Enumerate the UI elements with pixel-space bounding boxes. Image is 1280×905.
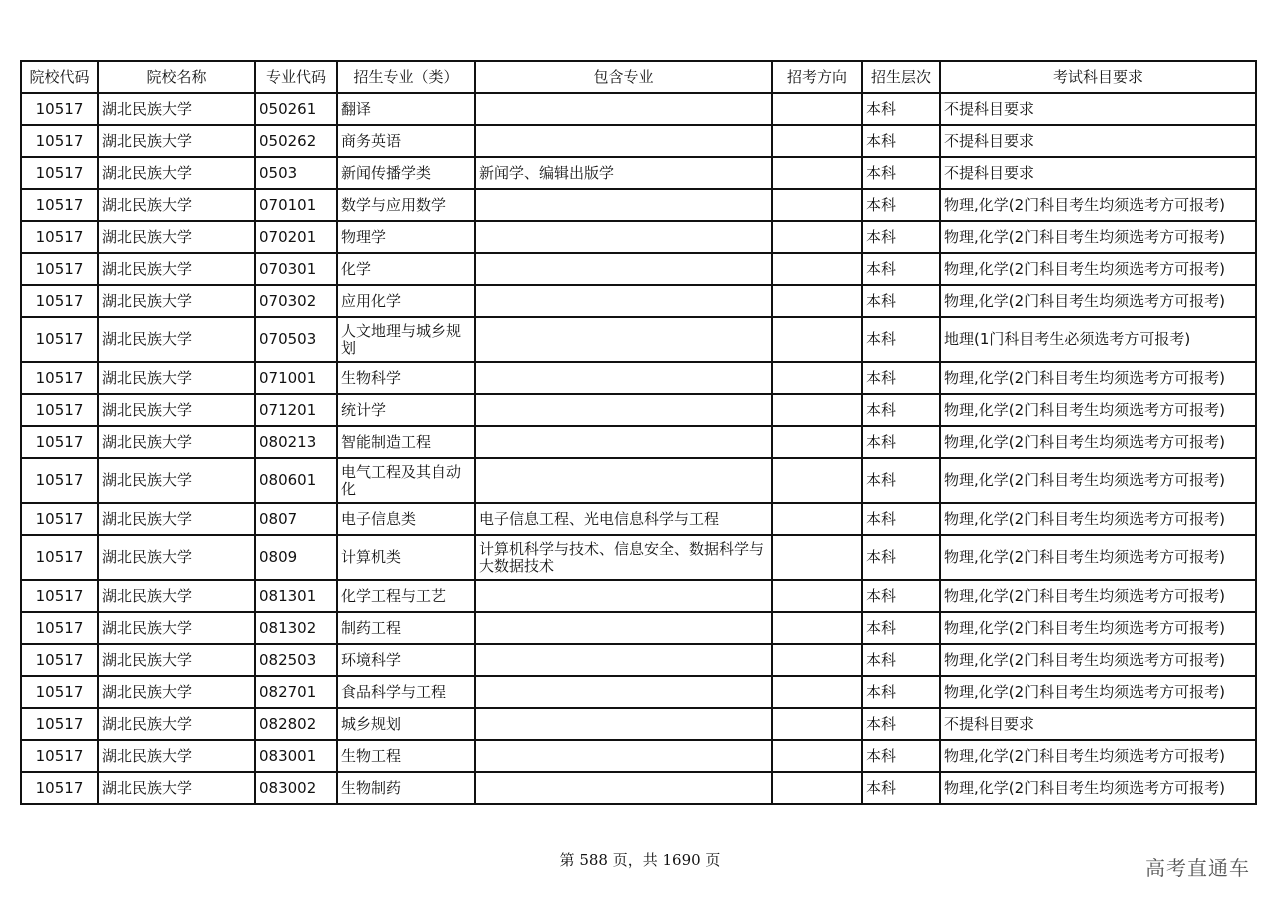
includes-cell	[475, 740, 772, 772]
table-row	[21, 772, 1256, 804]
school-name-cell: 湖北民族大学	[98, 93, 255, 125]
major-code-cell: 050261	[255, 93, 337, 125]
major-cell: 城乡规划	[337, 708, 475, 740]
column-header-major: 招生专业（类）	[337, 61, 475, 93]
major-cell: 食品科学与工程	[337, 676, 475, 708]
direction-cell	[772, 612, 862, 644]
level-cell: 本科	[862, 93, 940, 125]
level-cell: 本科	[862, 740, 940, 772]
school-name-cell: 湖北民族大学	[98, 676, 255, 708]
column-header-school-name: 院校名称	[98, 61, 255, 93]
column-header-requirement: 考试科目要求	[940, 61, 1256, 93]
includes-cell	[475, 772, 772, 804]
level-cell: 本科	[862, 317, 940, 362]
school-code-cell: 10517	[21, 580, 98, 612]
level-cell: 本科	[862, 458, 940, 503]
major-code-cell: 082701	[255, 676, 337, 708]
includes-cell	[475, 189, 772, 221]
major-code-cell: 070302	[255, 285, 337, 317]
school-code-cell: 10517	[21, 535, 98, 580]
school-name-cell: 湖北民族大学	[98, 253, 255, 285]
direction-cell	[772, 317, 862, 362]
direction-cell	[772, 740, 862, 772]
requirement-cell: 物理,化学(2门科目考生均须选考方可报考)	[940, 285, 1256, 317]
direction-cell	[772, 221, 862, 253]
major-cell: 智能制造工程	[337, 426, 475, 458]
requirement-cell: 物理,化学(2门科目考生均须选考方可报考)	[940, 535, 1256, 580]
table-row	[21, 458, 1256, 503]
major-code-cell: 0807	[255, 503, 337, 535]
level-cell: 本科	[862, 189, 940, 221]
table-row	[21, 317, 1256, 362]
direction-cell	[772, 535, 862, 580]
major-cell: 计算机类	[337, 535, 475, 580]
level-cell: 本科	[862, 253, 940, 285]
requirement-cell: 物理,化学(2门科目考生均须选考方可报考)	[940, 740, 1256, 772]
requirement-cell: 物理,化学(2门科目考生均须选考方可报考)	[940, 644, 1256, 676]
major-cell: 生物制药	[337, 772, 475, 804]
school-code-cell: 10517	[21, 644, 98, 676]
school-code-cell: 10517	[21, 394, 98, 426]
school-code-cell: 10517	[21, 189, 98, 221]
school-name-cell: 湖北民族大学	[98, 317, 255, 362]
major-cell: 制药工程	[337, 612, 475, 644]
school-code-cell: 10517	[21, 740, 98, 772]
major-code-cell: 0809	[255, 535, 337, 580]
major-code-cell: 082503	[255, 644, 337, 676]
major-cell: 电子信息类	[337, 503, 475, 535]
school-code-cell: 10517	[21, 157, 98, 189]
school-code-cell: 10517	[21, 93, 98, 125]
level-cell: 本科	[862, 535, 940, 580]
direction-cell	[772, 676, 862, 708]
level-cell: 本科	[862, 708, 940, 740]
direction-cell	[772, 285, 862, 317]
includes-cell	[475, 394, 772, 426]
school-name-cell: 湖北民族大学	[98, 503, 255, 535]
school-code-cell: 10517	[21, 772, 98, 804]
school-name-cell: 湖北民族大学	[98, 125, 255, 157]
includes-cell	[475, 285, 772, 317]
school-code-cell: 10517	[21, 426, 98, 458]
requirement-cell: 物理,化学(2门科目考生均须选考方可报考)	[940, 394, 1256, 426]
table-row	[21, 189, 1256, 221]
direction-cell	[772, 772, 862, 804]
table-body	[21, 93, 1256, 804]
column-header-direction: 招考方向	[772, 61, 862, 93]
requirement-cell: 物理,化学(2门科目考生均须选考方可报考)	[940, 458, 1256, 503]
school-code-cell: 10517	[21, 362, 98, 394]
requirement-cell: 地理(1门科目考生必须选考方可报考)	[940, 317, 1256, 362]
major-cell: 数学与应用数学	[337, 189, 475, 221]
table-row	[21, 580, 1256, 612]
table-row	[21, 157, 1256, 189]
direction-cell	[772, 503, 862, 535]
level-cell: 本科	[862, 394, 940, 426]
direction-cell	[772, 189, 862, 221]
includes-cell	[475, 612, 772, 644]
level-cell: 本科	[862, 772, 940, 804]
includes-cell: 计算机科学与技术、信息安全、数据科学与大数据技术	[475, 535, 772, 580]
direction-cell	[772, 362, 862, 394]
direction-cell	[772, 426, 862, 458]
includes-cell: 电子信息工程、光电信息科学与工程	[475, 503, 772, 535]
table-row	[21, 708, 1256, 740]
major-code-cell: 083002	[255, 772, 337, 804]
major-code-cell: 082802	[255, 708, 337, 740]
requirement-cell: 物理,化学(2门科目考生均须选考方可报考)	[940, 221, 1256, 253]
level-cell: 本科	[862, 644, 940, 676]
major-cell: 统计学	[337, 394, 475, 426]
level-cell: 本科	[862, 221, 940, 253]
school-name-cell: 湖北民族大学	[98, 362, 255, 394]
requirement-cell: 物理,化学(2门科目考生均须选考方可报考)	[940, 503, 1256, 535]
requirement-cell: 物理,化学(2门科目考生均须选考方可报考)	[940, 676, 1256, 708]
table-row	[21, 362, 1256, 394]
requirement-cell: 物理,化学(2门科目考生均须选考方可报考)	[940, 612, 1256, 644]
major-cell: 翻译	[337, 93, 475, 125]
table-row	[21, 676, 1256, 708]
level-cell: 本科	[862, 612, 940, 644]
table-row	[21, 644, 1256, 676]
major-cell: 生物工程	[337, 740, 475, 772]
page-number: 第 588 页，共 1690 页	[559, 851, 721, 869]
major-code-cell: 071201	[255, 394, 337, 426]
table-header-row	[21, 61, 1256, 93]
table-row	[21, 285, 1256, 317]
school-name-cell: 湖北民族大学	[98, 612, 255, 644]
includes-cell	[475, 317, 772, 362]
major-code-cell: 050262	[255, 125, 337, 157]
school-name-cell: 湖北民族大学	[98, 580, 255, 612]
includes-cell	[475, 426, 772, 458]
includes-cell	[475, 253, 772, 285]
school-name-cell: 湖北民族大学	[98, 157, 255, 189]
requirement-cell: 物理,化学(2门科目考生均须选考方可报考)	[940, 189, 1256, 221]
major-code-cell: 071001	[255, 362, 337, 394]
direction-cell	[772, 125, 862, 157]
level-cell: 本科	[862, 125, 940, 157]
level-cell: 本科	[862, 285, 940, 317]
table-row	[21, 125, 1256, 157]
table-row	[21, 503, 1256, 535]
direction-cell	[772, 253, 862, 285]
school-code-cell: 10517	[21, 125, 98, 157]
table-row	[21, 93, 1256, 125]
admissions-table	[20, 60, 1257, 805]
school-name-cell: 湖北民族大学	[98, 189, 255, 221]
school-name-cell: 湖北民族大学	[98, 644, 255, 676]
level-cell: 本科	[862, 580, 940, 612]
requirement-cell: 物理,化学(2门科目考生均须选考方可报考)	[940, 253, 1256, 285]
includes-cell	[475, 458, 772, 503]
school-code-cell: 10517	[21, 458, 98, 503]
requirement-cell: 不提科目要求	[940, 708, 1256, 740]
column-header-school-code: 院校代码	[21, 61, 98, 93]
includes-cell	[475, 125, 772, 157]
major-code-cell: 0503	[255, 157, 337, 189]
school-name-cell: 湖北民族大学	[98, 708, 255, 740]
table-row	[21, 221, 1256, 253]
table-row	[21, 253, 1256, 285]
major-code-cell: 080601	[255, 458, 337, 503]
requirement-cell: 不提科目要求	[940, 125, 1256, 157]
major-cell: 新闻传播学类	[337, 157, 475, 189]
major-cell: 商务英语	[337, 125, 475, 157]
includes-cell	[475, 93, 772, 125]
requirement-cell: 物理,化学(2门科目考生均须选考方可报考)	[940, 362, 1256, 394]
major-cell: 化学	[337, 253, 475, 285]
major-cell: 生物科学	[337, 362, 475, 394]
school-name-cell: 湖北民族大学	[98, 221, 255, 253]
major-code-cell: 080213	[255, 426, 337, 458]
school-code-cell: 10517	[21, 317, 98, 362]
school-name-cell: 湖北民族大学	[98, 458, 255, 503]
level-cell: 本科	[862, 503, 940, 535]
includes-cell	[475, 362, 772, 394]
includes-cell	[475, 708, 772, 740]
column-header-includes: 包含专业	[475, 61, 772, 93]
table-row	[21, 612, 1256, 644]
column-header-major-code: 专业代码	[255, 61, 337, 93]
table-row	[21, 394, 1256, 426]
direction-cell	[772, 157, 862, 189]
includes-cell: 新闻学、编辑出版学	[475, 157, 772, 189]
level-cell: 本科	[862, 362, 940, 394]
direction-cell	[772, 394, 862, 426]
major-code-cell: 070101	[255, 189, 337, 221]
major-cell: 化学工程与工艺	[337, 580, 475, 612]
major-code-cell: 081301	[255, 580, 337, 612]
requirement-cell: 物理,化学(2门科目考生均须选考方可报考)	[940, 426, 1256, 458]
level-cell: 本科	[862, 426, 940, 458]
includes-cell	[475, 221, 772, 253]
school-name-cell: 湖北民族大学	[98, 285, 255, 317]
major-code-cell: 070301	[255, 253, 337, 285]
watermark-logo: 高考直通车	[1145, 856, 1250, 880]
school-code-cell: 10517	[21, 503, 98, 535]
school-name-cell: 湖北民族大学	[98, 535, 255, 580]
major-cell: 应用化学	[337, 285, 475, 317]
school-code-cell: 10517	[21, 676, 98, 708]
requirement-cell: 物理,化学(2门科目考生均须选考方可报考)	[940, 580, 1256, 612]
requirement-cell: 物理,化学(2门科目考生均须选考方可报考)	[940, 772, 1256, 804]
direction-cell	[772, 458, 862, 503]
direction-cell	[772, 708, 862, 740]
school-code-cell: 10517	[21, 221, 98, 253]
school-name-cell: 湖北民族大学	[98, 772, 255, 804]
table-row	[21, 426, 1256, 458]
table-row	[21, 535, 1256, 580]
major-cell: 人文地理与城乡规划	[337, 317, 475, 362]
major-code-cell: 070503	[255, 317, 337, 362]
direction-cell	[772, 93, 862, 125]
school-code-cell: 10517	[21, 708, 98, 740]
major-code-cell: 081302	[255, 612, 337, 644]
table-row	[21, 740, 1256, 772]
requirement-cell: 不提科目要求	[940, 93, 1256, 125]
major-cell: 环境科学	[337, 644, 475, 676]
major-code-cell: 083001	[255, 740, 337, 772]
school-code-cell: 10517	[21, 253, 98, 285]
school-code-cell: 10517	[21, 612, 98, 644]
direction-cell	[772, 580, 862, 612]
school-code-cell: 10517	[21, 285, 98, 317]
requirement-cell: 不提科目要求	[940, 157, 1256, 189]
school-name-cell: 湖北民族大学	[98, 394, 255, 426]
level-cell: 本科	[862, 676, 940, 708]
includes-cell	[475, 580, 772, 612]
school-name-cell: 湖北民族大学	[98, 740, 255, 772]
school-name-cell: 湖北民族大学	[98, 426, 255, 458]
major-code-cell: 070201	[255, 221, 337, 253]
level-cell: 本科	[862, 157, 940, 189]
major-cell: 物理学	[337, 221, 475, 253]
column-header-level: 招生层次	[862, 61, 940, 93]
includes-cell	[475, 644, 772, 676]
major-cell: 电气工程及其自动化	[337, 458, 475, 503]
direction-cell	[772, 644, 862, 676]
includes-cell	[475, 676, 772, 708]
